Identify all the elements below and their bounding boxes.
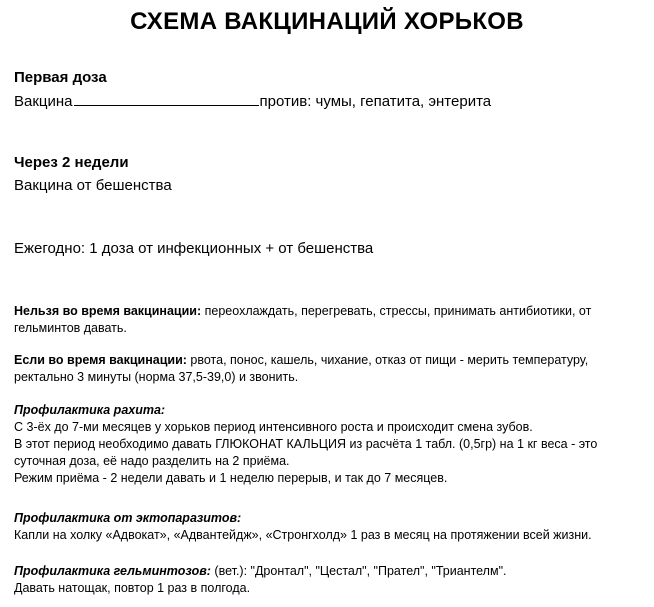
helminths-line-2: Давать натощак, повтор 1 раз в полгода.: [14, 581, 251, 595]
if-during-label: Если во время вакцинации:: [14, 353, 187, 367]
vaccine-prefix: Вакцина: [14, 93, 73, 110]
first-dose-line: [14, 92, 491, 111]
forbidden-label: Нельзя во время вакцинации:: [14, 304, 202, 318]
second-dose-text: Вакцина от бешенства: [14, 177, 172, 194]
page-title: СХЕМА ВАКЦИНАЦИЙ ХОРЬКОВ: [130, 8, 524, 35]
second-dose-heading-text: Через 2 недели: [14, 154, 129, 171]
second-dose-heading: [14, 154, 129, 172]
vaccine-suffix: против: чумы, гепатита, энтерита: [259, 93, 492, 110]
rickets-line-2: В этот период необходимо давать ГЛЮКОНАТ КАЛЬЦИЯ из расчёта 1 табл. (0,5гр) на 1 кг веса - это: [14, 437, 598, 451]
yearly-text: Ежегодно: 1 доза от инфекционных + от бешенства: [14, 240, 374, 257]
rickets-section: [14, 402, 642, 487]
vaccine-blank-field: [74, 92, 259, 106]
forbidden-line-2: гельминтов давать.: [14, 321, 127, 335]
helminths-text-1: (вет.): "Дронтал", "Цестал", "Прател", "Триантелм".: [210, 564, 507, 578]
first-dose-heading-text: Первая доза: [14, 69, 107, 86]
if-during-section: [14, 352, 642, 386]
rickets-heading: Профилактика рахита:: [14, 403, 166, 417]
rickets-line-4: Режим приёма - 2 недели давать и 1 неделю перерыв, и так до 7 месяцев.: [14, 471, 448, 485]
rickets-line-1: С 3-ёх до 7-ми месяцев у хорьков период интенсивного роста и происходит смена зубов.: [14, 420, 533, 434]
first-dose-heading: [14, 69, 107, 87]
rickets-line-3: суточная доза, её надо разделить на 2 приёма.: [14, 454, 290, 468]
ectoparasites-section: [14, 510, 642, 544]
forbidden-line-1: [14, 303, 642, 320]
if-during-line-2: ректально 3 минуты (норма 37,5-39,0) и звонить.: [14, 370, 299, 384]
if-during-line-1: [14, 352, 642, 369]
forbidden-section: [14, 303, 642, 337]
ectoparasites-text: Капли на холку «Адвокат», «Адвантейдж», «Стронгхолд» 1 раз в месяц на протяжении всей жизни.: [14, 528, 592, 542]
if-during-text-1: рвота, понос, кашель, чихание, отказ от пищи - мерить температуру,: [186, 353, 589, 367]
forbidden-text-1: переохлаждать, перегревать, стрессы, принимать антибиотики, от: [201, 304, 592, 318]
ectoparasites-heading: Профилактика от эктопаразитов:: [14, 511, 242, 525]
helminths-line-1: [14, 563, 642, 580]
helminths-heading: Профилактика гельминтозов:: [14, 564, 211, 578]
helminths-section: [14, 563, 642, 597]
